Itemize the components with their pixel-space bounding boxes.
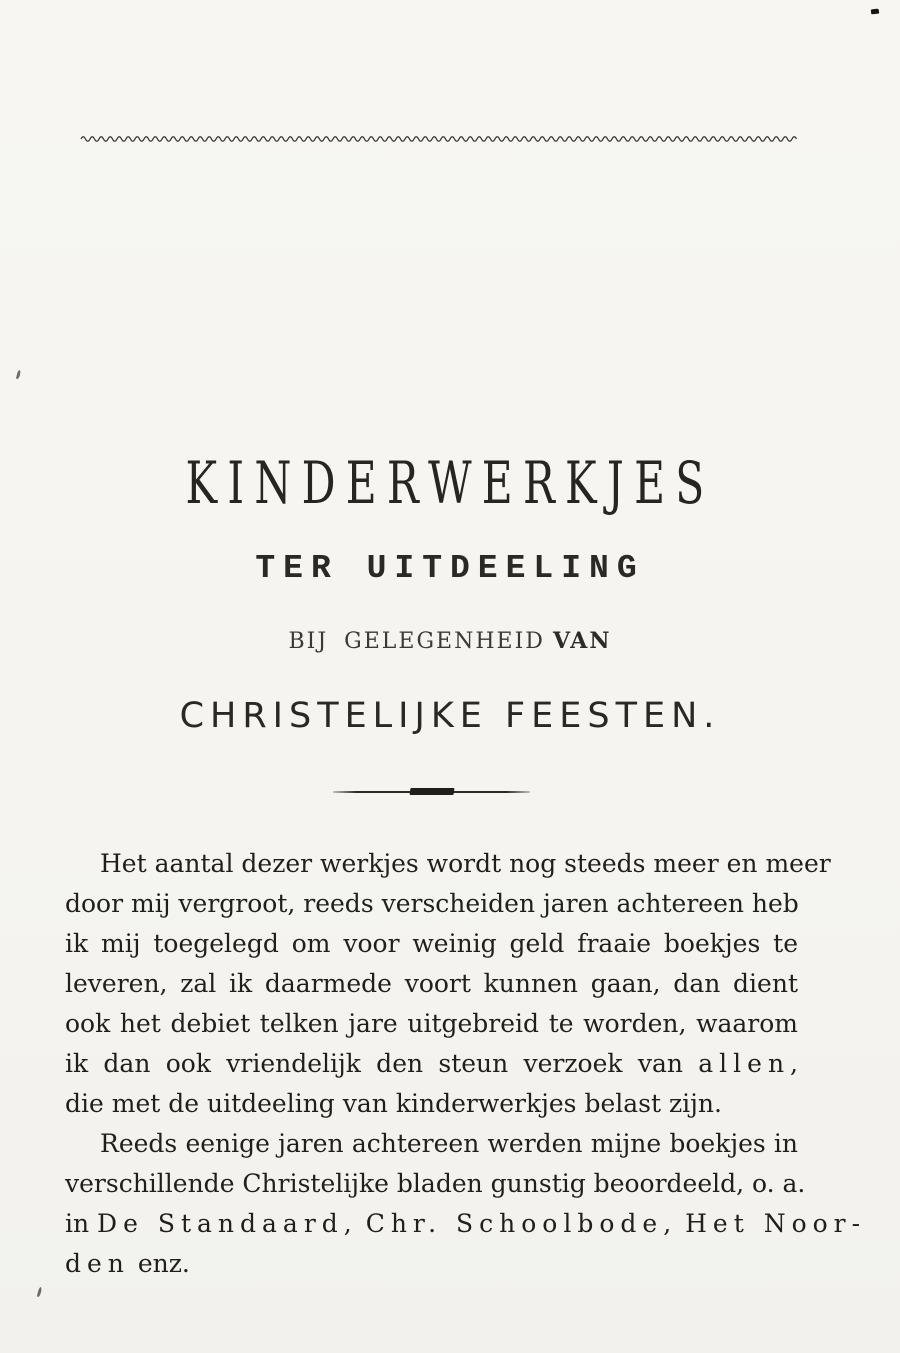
body-line bbox=[65, 1084, 798, 1124]
text-run: ik dan ook vriendelijk den steun verzoek van bbox=[65, 1049, 699, 1078]
body-line bbox=[65, 964, 798, 1004]
text-run: door mij vergroot, reeds verscheiden jaren achtereen heb bbox=[65, 889, 799, 918]
page-title: KINDERWERKJES bbox=[185, 449, 715, 517]
paper-speck bbox=[16, 370, 21, 379]
letterspaced-emphasis: den bbox=[65, 1249, 130, 1278]
letterspaced-emphasis: allen bbox=[698, 1049, 791, 1078]
subtitle-christelijke-feesten: CHRISTELIJKE FEESTEN. bbox=[179, 696, 721, 736]
text-run: Het aantal dezer werkjes wordt nog steeds meer en meer bbox=[100, 849, 831, 878]
paper-speck bbox=[871, 9, 879, 15]
swelled-rule-divider bbox=[333, 788, 530, 796]
body-line bbox=[65, 884, 798, 924]
text-run: die met de uitdeeling van kinderwerkjes belast zijn. bbox=[65, 1089, 722, 1118]
text-run bbox=[358, 1209, 366, 1238]
letterspaced-emphasis: Chr. Schoolbode, bbox=[365, 1209, 678, 1238]
body-text bbox=[65, 844, 867, 1284]
subtitle-ter-uitdeeling: TER UITDEELING bbox=[255, 550, 645, 587]
text-run bbox=[677, 1209, 685, 1238]
body-line bbox=[65, 1124, 798, 1164]
body-line bbox=[65, 1004, 798, 1044]
body-line bbox=[65, 844, 831, 884]
body-line bbox=[65, 1244, 798, 1284]
text-run: leveren, zal ik daarmede voort kunnen gaan, dan dient bbox=[65, 969, 798, 998]
text-run: , bbox=[790, 1049, 798, 1078]
wavy-rule-ornament bbox=[80, 133, 800, 143]
text-run: Reeds eenige jaren achtereen werden mijne boekjes in bbox=[100, 1129, 798, 1158]
body-line bbox=[65, 1164, 806, 1204]
text-run: in bbox=[65, 1209, 98, 1238]
text-run: ik mij toegelegd om voor weinig geld fraaie boekjes te bbox=[65, 929, 798, 958]
paper-speck bbox=[37, 1287, 42, 1297]
subtitle-bij-gelegenheid-van bbox=[0, 629, 900, 654]
body-line bbox=[65, 1044, 798, 1084]
letterspaced-emphasis: De Standaard, bbox=[97, 1209, 358, 1238]
body-line bbox=[65, 1204, 867, 1244]
text-run: enz. bbox=[129, 1249, 190, 1278]
subtitle-prefix: BIJ GELEGENHEID bbox=[288, 629, 545, 654]
divider-thick-bar bbox=[409, 788, 454, 795]
subtitle-suffix: VAN bbox=[552, 628, 612, 654]
letterspaced-emphasis: Het Noor- bbox=[685, 1209, 867, 1238]
text-run: ook het debiet telken jare uitgebreid te worden, waarom bbox=[65, 1009, 798, 1038]
body-line bbox=[65, 924, 798, 964]
text-run: verschillende Christelijke bladen gunstig beoordeeld, o. a. bbox=[65, 1169, 806, 1198]
